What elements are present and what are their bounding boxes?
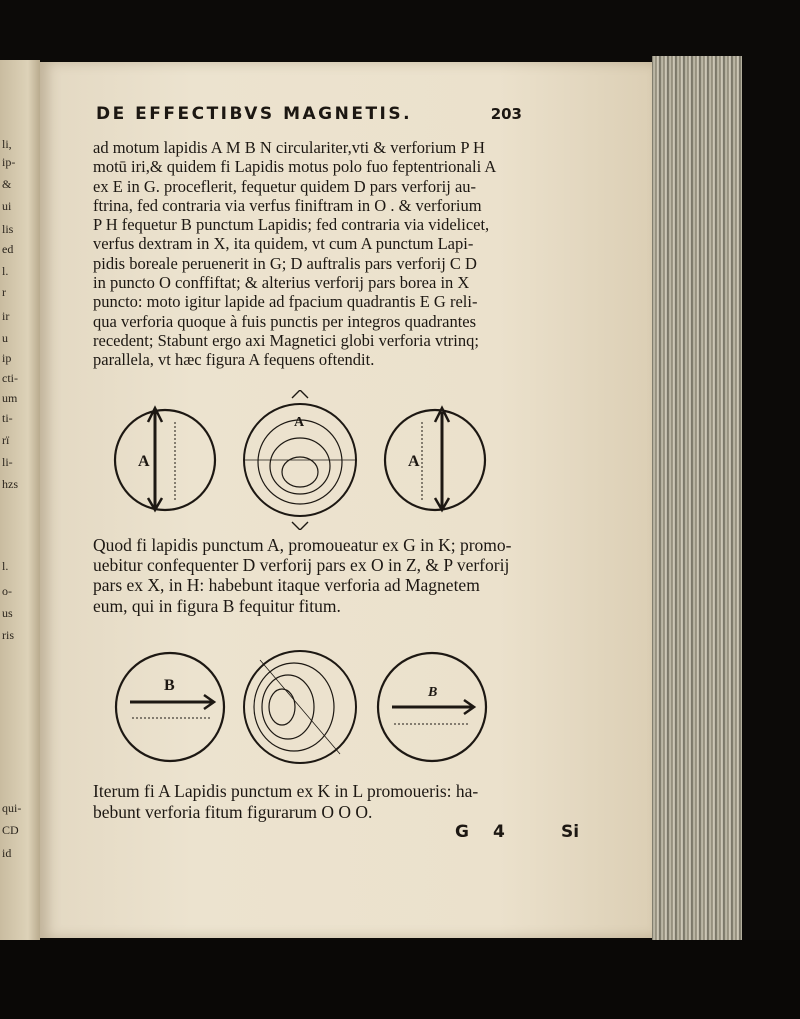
prev-page-fragment: ris: [2, 628, 14, 642]
page-number: 203: [490, 105, 522, 123]
text-line: uebitur confequenter D verforij pars ex O in Z, & P verforij: [93, 555, 510, 576]
prev-page-fragment: ui: [2, 199, 12, 213]
figure-b: [110, 640, 490, 774]
prev-page-fragment: ir: [2, 309, 10, 323]
paragraph-3: [93, 781, 478, 822]
figure-a-left-circle: [115, 410, 215, 510]
prev-page-fragment: l.: [2, 559, 9, 573]
text-line: eum, qui in figura B fequitur fitum.: [93, 595, 341, 616]
figure-a: [110, 390, 490, 530]
text-line: pars ex X, in H: habebunt itaque verforia ad Magnetem: [93, 575, 480, 596]
text-line: P H fequetur B punctum Lapidis; fed contraria via videlicet,: [93, 215, 490, 235]
prev-page-fragment: u: [2, 331, 8, 345]
text-line: bebunt verforia fitum figurarum O O O.: [93, 801, 373, 822]
prev-page-fragment: r: [2, 285, 6, 299]
text-line: ad motum lapidis A M B N circulariter,vti & verforium P H: [93, 138, 485, 157]
prev-page-fragment: rï: [2, 433, 10, 447]
text-line: recedent; Stabunt ergo axi Magnetici globi verforia vtrinq;: [93, 330, 479, 350]
prev-page-fragment: ti-: [2, 411, 13, 425]
paragraph-2: [93, 535, 511, 616]
prev-page-fragment: ed: [2, 242, 14, 256]
prev-page-fragment: o-: [2, 584, 12, 598]
globe-ring: [282, 457, 318, 487]
previous-page-edge: [0, 60, 40, 940]
paragraph-1: [93, 138, 496, 370]
prev-page-fragment: qui-: [2, 801, 22, 815]
prev-page-fragment: ip-: [2, 155, 16, 169]
running-title: DE EFFECTIBVS MAGNETIS.: [96, 104, 413, 124]
text-line: ex E in G. proceflerit, fequetur quidem D pars verforij au-: [93, 176, 477, 196]
prev-page-fragment: um: [2, 391, 18, 405]
prev-page-fragment: CD: [2, 823, 19, 837]
text-line: verfus dextram in X, ita quidem, vt cum A punctum Lapi-: [93, 234, 474, 254]
figure-b-label-left: B: [164, 677, 175, 694]
text-line: puncto: moto igitur lapide ad fpacium quadrantis E G reli-: [93, 292, 478, 312]
figure-a-label-right: A: [408, 453, 420, 470]
globe-axis: [260, 660, 340, 754]
signature-mark: G: [455, 822, 469, 842]
figure-b-label-right: B: [428, 685, 438, 700]
text-line: motū iri,& quidem fi Lapidis motus polo fuo feptentrionali A: [93, 157, 497, 177]
prev-page-fragment: &: [2, 177, 12, 191]
prev-page-fragment: l.: [2, 264, 9, 278]
page-stack-edges: [652, 56, 742, 944]
text-line: in puncto O conffiftat; & alterius verforij pars borea in X: [93, 273, 470, 293]
text-line: Iterum fi A Lapidis punctum ex K in L promoueris: ha-: [93, 781, 479, 801]
running-header: [56, 104, 522, 124]
prev-page-fragment: lis: [2, 222, 14, 236]
figure-a-label-center: A: [294, 415, 305, 430]
globe-ring: [262, 675, 314, 739]
text-line: Quod fi lapidis punctum A, promoueatur ex G in K; promo-: [93, 535, 512, 555]
background-shadow: [0, 940, 800, 1019]
figure-a-right-circle: [385, 410, 485, 510]
prev-page-fragment: hzs: [2, 477, 18, 491]
prev-page-fragment: us: [2, 606, 13, 620]
globe-ring: [270, 438, 330, 494]
prev-page-fragment: id: [2, 846, 12, 860]
globe-ring: [269, 689, 295, 725]
prev-page-fragment: li,: [2, 137, 12, 151]
text-line: ftrina, fed contraria via verfus finiftram in O . & verforium: [93, 195, 482, 215]
figure-a-label-left: A: [138, 453, 150, 470]
prev-page-fragment: ip: [2, 351, 12, 365]
text-line: parallela, vt hæc figura A fequens oftendit.: [93, 350, 375, 370]
figure-a-globe: [244, 390, 356, 530]
signature-number: 4: [493, 822, 505, 842]
prev-page-fragment: li-: [2, 455, 13, 469]
text-line: pidis boreale peruenerit in G; D auftralis pars verforij C D: [93, 253, 477, 273]
figure-b-globe: [244, 651, 356, 763]
prev-page-fragment: cti-: [2, 371, 18, 385]
text-line: qua verforia quoque à fuis punctis per integros quadrantes: [93, 311, 477, 331]
catchword: Si: [561, 822, 580, 842]
